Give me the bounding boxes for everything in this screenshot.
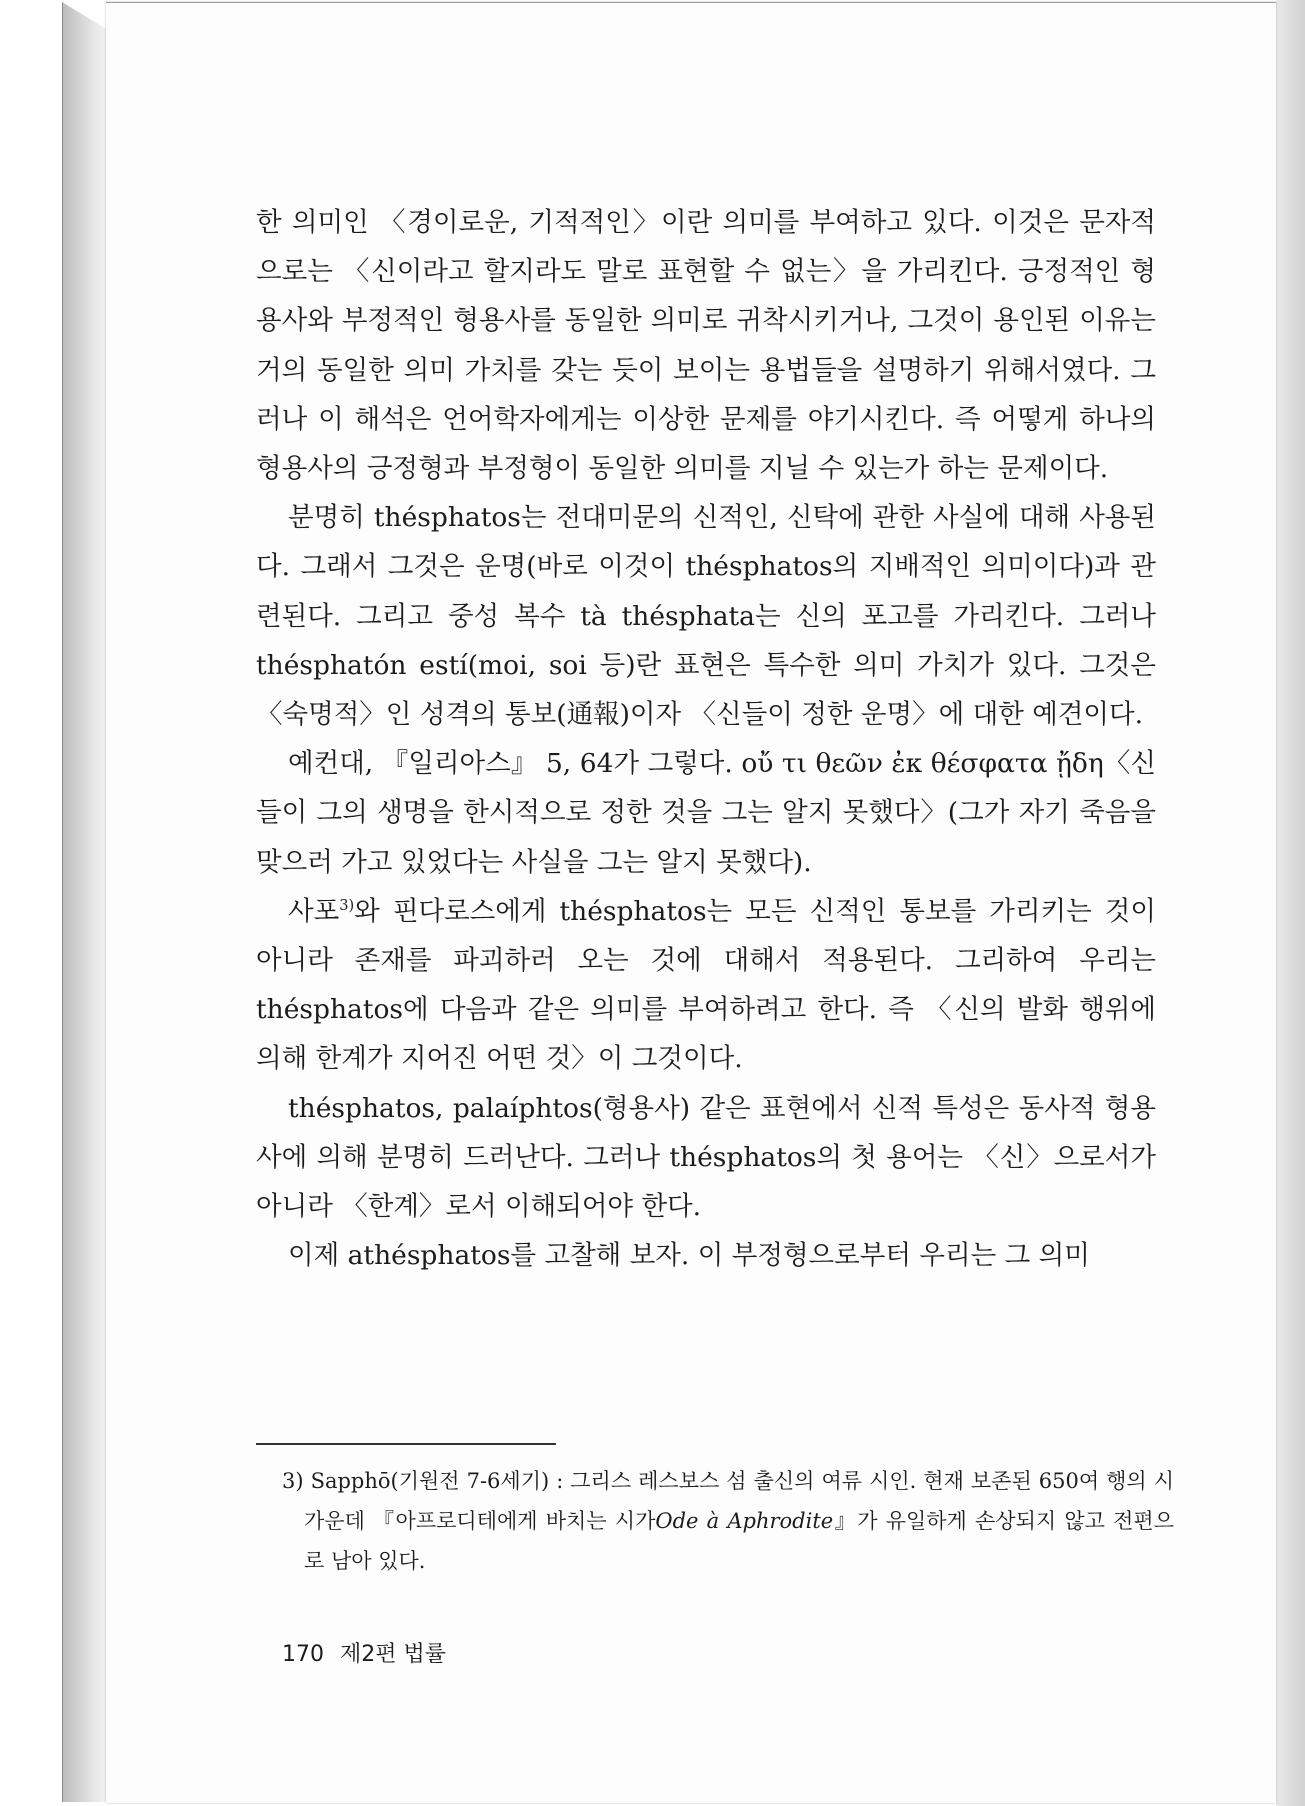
paragraph-4-rest: 와 핀다로스에게 thésphatos는 모든 신적인 통보를 가리키는 것이 아니라 존재를 파괴하러 오는 것에 대해서 적용된다. 그리하여 우리는 thésphatos에 다음과 같은 의미를 부여하려고 한다. 즉 〈신의 발화 행위에 의해 한계가 지어진 어떤 것〉이 그것이다. [256, 895, 1156, 1075]
book-edge-right [1276, 0, 1305, 1806]
book-edge-left [62, 2, 109, 1802]
footnote [282, 1461, 1174, 1581]
paragraph-1: 한 의미인 〈경이로운, 기적적인〉이란 의미를 부여하고 있다. 이것은 문자적으로는 〈신이라고 할지라도 말로 표현할 수 없는〉을 가리킨다. 긍정적인 형용사와 부정적인 형용사를 동일한 의미로 귀착시키거나, 그것이 용인된 이유는 거의 동일한 의미 가치를 갖는 듯이 보이는 용법들을 설명하기 위해서였다. 그러나 이 해석은 언어학자에게는 이상한 문제를 야기시킨다. 즉 어떻게 하나의 형용사의 긍정형과 부정형이 동일한 의미를 지닐 수 있는가 하는 문제이다. [256, 207, 1156, 485]
section-title: 제2편 법률 [340, 1642, 446, 1667]
footnote-text-b: 』가 유일하게 손상되지 않고 전편으로 남아 있다. [304, 1509, 1174, 1573]
footnote-italic-title: Ode à Aphrodite [655, 1509, 834, 1533]
footnote-marker: 3) [282, 1469, 304, 1493]
page-footer [282, 1637, 462, 1668]
paragraph-6: 이제 athésphatos를 고찰해 보자. 이 부정형으로부터 우리는 그 의미 [288, 1240, 1090, 1272]
book-page [106, 2, 1276, 1803]
footnote-reference: 3) [339, 897, 355, 915]
paragraph-4 [256, 887, 1156, 1084]
page-number: 170 [282, 1642, 324, 1667]
footnote-divider [256, 1443, 556, 1445]
body-text [256, 198, 1156, 1280]
paragraph-4-lead: 사포 [288, 895, 340, 927]
paragraph-5: thésphatos, palaíphtos(형용사) 같은 표현에서 신적 특성은 동사적 형용사에 의해 분명히 드러난다. 그러나 thésphatos의 첫 용어는 〈신〉으로서가 아니라 〈한계〉로서 이해되어야 한다. [256, 1092, 1156, 1223]
paragraph-3: 예컨대, 『일리아스』 5, 64가 그렇다. οὔ τι θεῶν ἐκ θέσφατα ᾔδη〈신들이 그의 생명을 한시적으로 정한 것을 그는 알지 못했다〉(그가 자기 죽음을 맞으러 가고 있었다는 사실을 그는 알지 못했다). [256, 748, 1156, 878]
paragraph-2: 분명히 thésphatos는 전대미문의 신적인, 신탁에 관한 사실에 대해 사용된다. 그래서 그것은 운명(바로 이것이 thésphatos의 지배적인 의미이다)과 관련된다. 그리고 중성 복수 tà thésphata는 신의 포고를 가리킨다. 그러나 thésphatón estí(moi, soi 등)란 표현은 특수한 의미 가치가 있다. 그것은 〈숙명적〉인 성격의 통보(通報)이자 〈신들이 정한 운명〉에 대한 예견이다. [256, 502, 1156, 731]
footnote-text-a: Sapphō(기원전 7-6세기) : 그리스 레스보스 섬 출신의 여류 시인. 현재 보존된 650여 행의 시 가운데 『아프로디테에게 바치는 시가 [304, 1469, 1174, 1533]
